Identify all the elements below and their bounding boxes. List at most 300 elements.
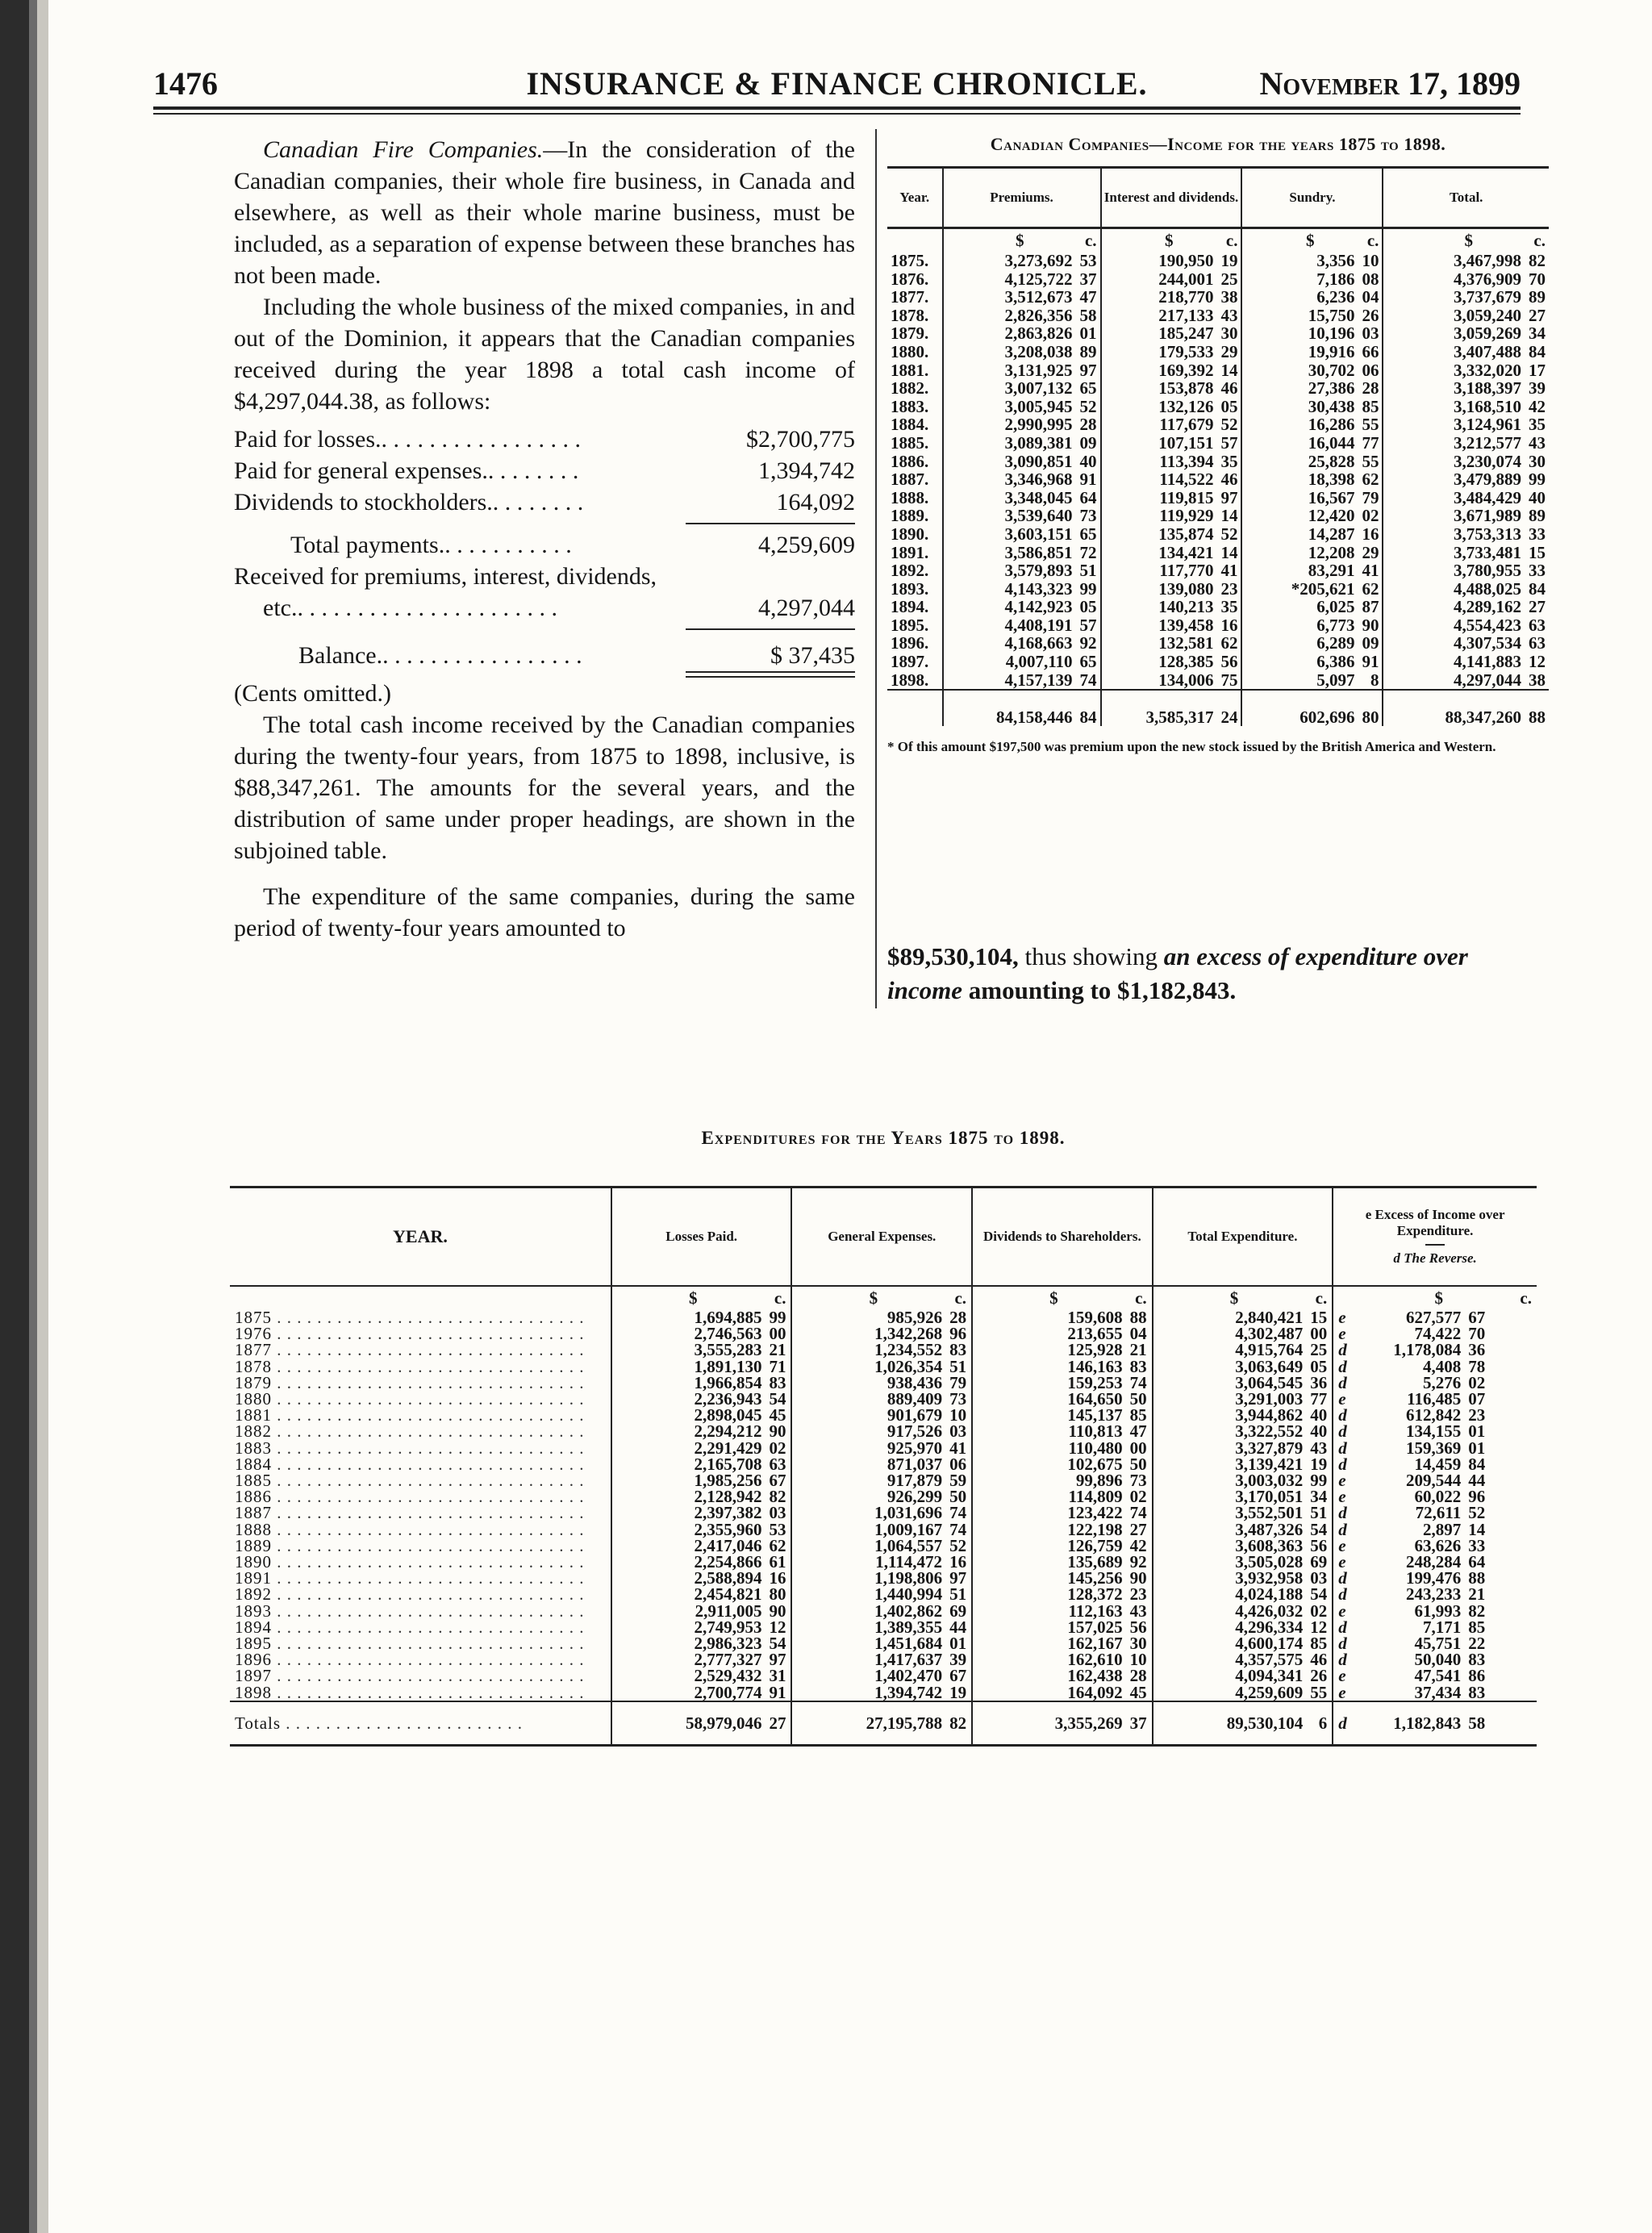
- income-row: [887, 671, 1549, 691]
- cell-dividends: [972, 1701, 1153, 1746]
- cell-general-expenses: [791, 1650, 972, 1670]
- amount-dollars: 61,993: [1414, 1601, 1462, 1621]
- amount-dollars: 1,198,806: [874, 1568, 943, 1588]
- cell-interest: [1101, 489, 1242, 507]
- excess-flag: d: [1338, 1438, 1347, 1458]
- amount-cents: 91: [1362, 652, 1379, 672]
- cell-losses: [611, 1325, 792, 1342]
- cell-interest: [1101, 525, 1242, 544]
- dot-leader: . . . . . . . . . . . . . . . . . . . . . . . . . . . . . . .: [272, 1634, 585, 1654]
- amount-dollars: 12,420: [1308, 506, 1355, 526]
- amount-cents: 03: [1362, 323, 1379, 344]
- dot-leader: . . . . . . . . . . . . . . . . . . . . . . . . . . . . . . .: [272, 1519, 585, 1539]
- amount-dollars: 4,357,575: [1235, 1650, 1304, 1670]
- cell-total: [1383, 415, 1549, 434]
- col-header-losses: Losses Paid.: [611, 1187, 792, 1287]
- cell-year: 1885.: [891, 432, 929, 453]
- cell-sundry: [1241, 470, 1383, 489]
- amount-cents: 52: [1079, 396, 1097, 416]
- cell-premiums: [943, 288, 1101, 307]
- amount-dollars: 135,689: [1067, 1552, 1123, 1572]
- cell-premiums: [943, 415, 1101, 434]
- cell-interest: [1101, 690, 1242, 726]
- cell-premiums: [943, 470, 1101, 489]
- amount-cents: 86: [1468, 1666, 1486, 1686]
- amount-cents: 12: [1529, 652, 1546, 672]
- amount-dollars: 3,932,958: [1235, 1568, 1304, 1588]
- amount-dollars: 6,773: [1316, 615, 1355, 635]
- amount-cents: 69: [949, 1601, 967, 1621]
- cell-sundry: [1241, 434, 1383, 453]
- amount-dollars: 4,488,025: [1454, 578, 1521, 599]
- amount-dollars: 1,009,167: [874, 1519, 943, 1539]
- amount-dollars: 14,459: [1414, 1454, 1462, 1474]
- page-binding-shadow: [29, 0, 37, 2233]
- amount-dollars: 3,332,020: [1454, 360, 1521, 380]
- cell-year: [230, 1603, 611, 1619]
- amount-dollars: 2,397,382: [694, 1503, 762, 1523]
- income-table-block: [887, 134, 1549, 754]
- excess-flag: d: [1338, 1503, 1347, 1523]
- dot-leader: . . . . . . . . . . . . . . . . . . . . . . . . . . . . . . .: [272, 1666, 585, 1686]
- amount-cents: 44: [1468, 1471, 1486, 1491]
- col-header-interest: Interest and dividends.: [1101, 168, 1242, 228]
- amount-dollars: 3,291,003: [1235, 1389, 1304, 1409]
- cell-premiums: [943, 343, 1101, 361]
- amount-cents: 09: [1079, 432, 1097, 453]
- amount-dollars: 145,256: [1067, 1568, 1123, 1588]
- amount-dollars: 2,986,323: [694, 1634, 762, 1654]
- amount-dollars: 1,440,994: [874, 1584, 943, 1605]
- amount-cents: 16: [1220, 615, 1238, 635]
- amount-cents: 51: [949, 1584, 967, 1605]
- cell-year: [230, 1407, 611, 1423]
- amount-cents: 30: [1129, 1634, 1147, 1654]
- amount-dollars: 4,408,191: [1004, 615, 1073, 635]
- amount-cents: 05: [1220, 396, 1238, 416]
- amount-dollars: 134,155: [1405, 1421, 1462, 1442]
- income-row: [887, 252, 1549, 270]
- cell-dividends: [972, 1488, 1153, 1505]
- amount-cents: 73: [949, 1389, 967, 1409]
- amount-cents: 57: [1220, 432, 1238, 453]
- excess-flag: e: [1338, 1471, 1346, 1491]
- amount-cents: 14: [1220, 542, 1238, 562]
- amount-cents: 62: [1362, 470, 1379, 490]
- paragraph-intro: Canadian Fire Companies.—In the consideration of the Canadian companies, their whole fire business, in Canada and elsewhere, as well as their whole marine business, must be included, as a separation of expense between these branches has not been made.: [234, 136, 855, 289]
- amount-cents: 17: [1529, 360, 1546, 380]
- amount-dollars: 925,970: [886, 1438, 943, 1458]
- amount-cents: 19: [1220, 251, 1238, 270]
- excess-flag: d: [1338, 1568, 1347, 1588]
- cell-dividends: [972, 1407, 1153, 1423]
- excess-flag: e: [1338, 1487, 1346, 1507]
- amount-cents: 74: [1129, 1503, 1147, 1523]
- year-label: 1897: [235, 1666, 272, 1686]
- amount-dollars: 2,529,432: [694, 1666, 762, 1686]
- year-label: 1877: [235, 1340, 272, 1360]
- cell-dividends: [972, 1471, 1153, 1491]
- amount-dollars: 6,025: [1316, 597, 1355, 617]
- amount-cents: 39: [1529, 378, 1546, 399]
- amount-dollars: 3,139,421: [1235, 1454, 1304, 1474]
- amount-dollars: 1,064,557: [874, 1535, 943, 1555]
- amount-dollars: 119,929: [1159, 506, 1214, 526]
- dot-leader: . . . . . . . . . . . . . . . . . . . . . . . . . . . . . . .: [272, 1389, 585, 1409]
- amount-dollars: 901,679: [886, 1405, 943, 1425]
- amount-dollars: 3,539,640: [1004, 506, 1073, 526]
- cell-excess: [1333, 1488, 1537, 1505]
- amount-cents: 58: [1468, 1713, 1486, 1733]
- cell-losses: [611, 1356, 792, 1376]
- expenditure-row: [230, 1440, 1537, 1456]
- amount-cents: 58: [1079, 305, 1097, 325]
- amount-cents: 84: [1079, 707, 1097, 727]
- income-row: [887, 544, 1549, 562]
- amount-cents: 56: [1310, 1535, 1328, 1555]
- amount-cents: 06: [949, 1454, 967, 1474]
- amount-dollars: 2,454,821: [694, 1584, 762, 1605]
- amount-dollars: 1,966,854: [694, 1372, 762, 1392]
- amount-cents: 82: [1468, 1601, 1486, 1621]
- amount-cents: 28: [1362, 378, 1379, 399]
- amount-cents: 33: [1468, 1535, 1486, 1555]
- cell-total: [1383, 616, 1549, 635]
- amount-cents: 03: [769, 1503, 786, 1523]
- amount-cents: 8: [1370, 670, 1379, 690]
- amount-cents: 72: [1079, 542, 1097, 562]
- amount-cents: 47: [1129, 1421, 1147, 1442]
- amount-cents: 40: [1079, 451, 1097, 471]
- amount-cents: 43: [1220, 305, 1238, 325]
- amount-dollars: 4,408: [1422, 1356, 1462, 1376]
- page-number: 1476: [153, 65, 218, 102]
- cell-interest: [1101, 379, 1242, 398]
- col-header-total-expenditure: Total Expenditure.: [1153, 1187, 1333, 1287]
- amount-cents: 71: [769, 1356, 786, 1376]
- amount-cents: 90: [1129, 1568, 1147, 1588]
- amount-cents: 01: [1468, 1421, 1486, 1442]
- year-label: 1891: [235, 1568, 272, 1588]
- cell-losses: [611, 1521, 792, 1538]
- amount-cents: 62: [1220, 633, 1238, 653]
- amount-cents: 00: [1310, 1324, 1328, 1344]
- cell-total-expenditure: [1153, 1619, 1333, 1635]
- income-row: [887, 470, 1549, 489]
- expenditure-row: [230, 1667, 1537, 1684]
- cell-losses: [611, 1456, 792, 1472]
- cell-excess: [1333, 1372, 1537, 1392]
- cell-total: [1383, 671, 1549, 691]
- amount-dollars: 4,296,334: [1235, 1617, 1304, 1637]
- amount-dollars: 2,700,774: [694, 1682, 762, 1702]
- cell-interest: [1101, 470, 1242, 489]
- cell-premiums: [943, 252, 1101, 270]
- amount-cents: 09: [1362, 633, 1379, 653]
- cell-year: 1887.: [891, 470, 929, 490]
- amount-dollars: 3,170,051: [1235, 1487, 1304, 1507]
- cell-interest: [1101, 453, 1242, 471]
- cell-premiums: [943, 270, 1101, 289]
- amount-dollars: 74,422: [1414, 1324, 1462, 1344]
- cell-dividends: [972, 1521, 1153, 1538]
- cell-excess: [1333, 1356, 1537, 1376]
- amount-dollars: 122,198: [1067, 1519, 1123, 1539]
- income-row: [887, 598, 1549, 616]
- cell-total: [1383, 453, 1549, 471]
- amount-cents: 03: [949, 1421, 967, 1442]
- cell-total-expenditure: [1153, 1701, 1333, 1746]
- amount-cents: 91: [769, 1682, 786, 1702]
- cell-premiums: [943, 580, 1101, 599]
- amount-cents: 97: [769, 1650, 786, 1670]
- income-table: [887, 166, 1549, 726]
- amount-dollars: 3,059,240: [1454, 305, 1521, 325]
- amount-cents: 84: [1529, 341, 1546, 361]
- amount-cents: 43: [1310, 1438, 1328, 1458]
- amount-dollars: 2,254,866: [694, 1552, 762, 1572]
- amount-dollars: 3,579,893: [1004, 561, 1073, 581]
- dot-leader: . . . . . . . . . . . . . . . . . . . . . . . . . . . . . . .: [272, 1682, 585, 1702]
- cell-general-expenses: [791, 1535, 972, 1555]
- cell-year: 1897.: [891, 652, 929, 672]
- expenditure-row: [230, 1586, 1537, 1602]
- amount-dollars: 72,611: [1415, 1503, 1462, 1523]
- cell-sundry: [1241, 580, 1383, 599]
- dot-leader: . . . . . . . . . . . . . . . . . . . . . . . . . . . . . . .: [272, 1421, 585, 1442]
- cell-total: [1383, 343, 1549, 361]
- amount-cents: 87: [1362, 597, 1379, 617]
- amount-dollars: 3,608,363: [1235, 1535, 1304, 1555]
- cell-year: [230, 1535, 611, 1555]
- amount-dollars: 6,236: [1316, 287, 1355, 307]
- amount-cents: 33: [1529, 561, 1546, 581]
- amount-cents: 61: [769, 1552, 786, 1572]
- amount-cents: 02: [769, 1438, 786, 1458]
- cell-interest: [1101, 561, 1242, 580]
- amount-cents: 35: [1529, 415, 1546, 435]
- cell-total-expenditure: [1153, 1634, 1333, 1654]
- excess-flag: d: [1338, 1372, 1347, 1392]
- amount-dollars: 114,522: [1159, 470, 1214, 490]
- cell-general-expenses: [791, 1372, 972, 1392]
- income-totals-row: [887, 690, 1549, 726]
- amount-cents: 74: [949, 1519, 967, 1539]
- dot-leader: . . . . . . . . . . . . . . . . . . . . . . . . . . . . . . .: [272, 1487, 585, 1507]
- cell-year: 1889.: [891, 506, 929, 526]
- amount-cents: 80: [1362, 707, 1379, 727]
- income-footnote: * Of this amount $197,500 was premium upon the new stock issued by the British America and Western.: [887, 739, 1496, 755]
- amount-dollars: 83,291: [1308, 561, 1355, 581]
- cell-sundry: [1241, 525, 1383, 544]
- cell-sundry: [1241, 307, 1383, 325]
- cell-total-expenditure: [1153, 1421, 1333, 1442]
- amount-cents: 51: [1310, 1503, 1328, 1523]
- amount-cents: 62: [769, 1535, 786, 1555]
- amount-dollars: 45,751: [1414, 1634, 1462, 1654]
- cell-sundry: [1241, 671, 1383, 691]
- amount-cents: 24: [1220, 707, 1238, 727]
- cell-total-expenditure: [1153, 1456, 1333, 1472]
- amount-dollars: 4,376,909: [1454, 269, 1521, 289]
- amount-dollars: 3,188,397: [1454, 378, 1521, 399]
- amount-dollars: 938,436: [886, 1372, 943, 1392]
- cell-excess: [1333, 1309, 1537, 1325]
- cell-losses: [611, 1471, 792, 1491]
- cell-year: 1892.: [891, 561, 929, 581]
- amount-dollars: 3,407,488: [1454, 341, 1521, 361]
- amount-dollars: 3,753,313: [1454, 524, 1521, 544]
- amount-dollars: 3,356: [1316, 251, 1355, 270]
- expenditure-row: [230, 1407, 1537, 1423]
- cell-losses: [611, 1701, 792, 1746]
- income-row: [887, 434, 1549, 453]
- amount-cents: 46: [1220, 378, 1238, 399]
- income-row: [887, 453, 1549, 471]
- amount-cents: 30: [1529, 451, 1546, 471]
- cell-year: 1898.: [891, 670, 929, 690]
- amount-cents: 79: [949, 1372, 967, 1392]
- amount-dollars: 248,284: [1405, 1552, 1462, 1572]
- cell-interest: [1101, 415, 1242, 434]
- amount-cents: 12: [1310, 1617, 1328, 1637]
- amount-cents: 78: [1468, 1356, 1486, 1376]
- cell-total-expenditure: [1153, 1471, 1333, 1491]
- cell-year: [230, 1309, 611, 1325]
- cell-interest: [1101, 288, 1242, 307]
- amount-cents: 38: [1220, 287, 1238, 307]
- expenditure-row: [230, 1538, 1537, 1554]
- amount-cents: 85: [1468, 1617, 1486, 1637]
- cell-year: 1883.: [891, 396, 929, 416]
- amount-cents: 89: [1079, 341, 1097, 361]
- running-head: [153, 65, 1521, 102]
- cell-total: [1383, 598, 1549, 616]
- excess-flag: e: [1338, 1535, 1346, 1555]
- amount-cents: 05: [1310, 1356, 1328, 1376]
- cell-interest: [1101, 507, 1242, 525]
- cents-note: (Cents omitted.): [234, 680, 391, 707]
- cell-interest: [1101, 616, 1242, 635]
- amount-dollars: 12,208: [1308, 542, 1355, 562]
- amount-cents: 29: [1362, 542, 1379, 562]
- amount-dollars: 1,114,472: [875, 1552, 943, 1572]
- amount-dollars: 4,307,534: [1454, 633, 1521, 653]
- amount-dollars: 132,581: [1158, 633, 1214, 653]
- income-table-title: Canadian Companies—Income for the years 1875 to 1898.: [990, 134, 1446, 154]
- paragraph-total-income: The total cash income received by the Canadian companies during the twenty-four years, from 1875 to 1898, inclusive, is $88,347,261. The amounts for the several years, and the distribution of same under proper headings, are shown in the subjoined table.: [234, 712, 855, 864]
- amount-cents: 50: [1129, 1389, 1147, 1409]
- excess-flag: d: [1338, 1519, 1347, 1539]
- income-row: [887, 507, 1549, 525]
- amount-cents: 57: [1079, 615, 1097, 635]
- cell-excess: [1333, 1667, 1537, 1684]
- amount-dollars: 926,299: [886, 1487, 943, 1507]
- amount-cents: 34: [1310, 1487, 1328, 1507]
- amount-cents: 47: [1079, 287, 1097, 307]
- amount-dollars: 2,749,953: [694, 1617, 762, 1637]
- amount-cents: 55: [1362, 415, 1379, 435]
- amount-dollars: 3,348,045: [1004, 487, 1073, 507]
- amount-cents: 23: [1129, 1584, 1147, 1605]
- amount-dollars: 112,163: [1068, 1601, 1123, 1621]
- cell-interest: [1101, 434, 1242, 453]
- year-label: 1881: [235, 1405, 272, 1425]
- amount-dollars: 1,402,470: [874, 1666, 943, 1686]
- amount-dollars: 2,588,894: [694, 1568, 762, 1588]
- expenditure-row: [230, 1472, 1537, 1488]
- col-header-year: YEAR.: [393, 1226, 448, 1246]
- cell-excess: [1333, 1407, 1537, 1423]
- amount-cents: 83: [1468, 1682, 1486, 1702]
- cell-general-expenses: [791, 1456, 972, 1472]
- ledger-row: Paid for losses.. . . . . . . . . . . . . . . . . $2,700,775: [234, 426, 855, 453]
- dot-leader: . . . . . . . . . . . . . . . . . . . . . . . . . . . . . . .: [272, 1372, 585, 1392]
- amount-cents: 26: [1310, 1666, 1328, 1686]
- amount-dollars: 3,322,552: [1235, 1421, 1304, 1442]
- dot-leader: . . . . . . . . . . . . . . . . . . . . . . . .: [281, 1713, 524, 1733]
- dot-leader: . . . . . . . . . . . . . . . . . . . . . . . . . . . . . . .: [272, 1438, 585, 1458]
- col-header-excess: e Excess of Income over Expenditure. d The Reverse.: [1333, 1187, 1537, 1287]
- amount-dollars: 50,040: [1414, 1650, 1462, 1670]
- cell-year: [230, 1372, 611, 1392]
- cell-year: [230, 1570, 611, 1586]
- amount-dollars: 3,780,955: [1454, 561, 1521, 581]
- cell-year: 1886.: [891, 451, 929, 471]
- amount-dollars: 1,402,862: [874, 1601, 943, 1621]
- amount-cents: 27: [1529, 597, 1546, 617]
- cell-sundry: [1241, 561, 1383, 580]
- amount-dollars: 4,915,764: [1235, 1340, 1304, 1360]
- amount-dollars: 153,878: [1158, 378, 1214, 399]
- amount-cents: 54: [769, 1389, 786, 1409]
- amount-cents: 39: [949, 1650, 967, 1670]
- amount-cents: 14: [1220, 360, 1238, 380]
- cell-general-expenses: [791, 1391, 972, 1407]
- dot-leader: . . . . . . . . . . . . . . . . . . . . . . . . . . . . . . .: [272, 1340, 585, 1360]
- amount-cents: 73: [1129, 1471, 1147, 1491]
- issue-date: November 17, 1899: [1259, 65, 1521, 102]
- amount-dollars: 88,347,260: [1445, 707, 1521, 727]
- amount-dollars: 16,044: [1308, 432, 1355, 453]
- year-label: 1879: [235, 1372, 272, 1392]
- col-header-total: Total.: [1383, 168, 1549, 228]
- cell-year: [230, 1421, 611, 1442]
- amount-dollars: 3,555,283: [694, 1340, 762, 1360]
- income-row: [887, 580, 1549, 599]
- expenditure-row: [230, 1570, 1537, 1586]
- amount-cents: 40: [1310, 1421, 1328, 1442]
- amount-dollars: 134,421: [1158, 542, 1214, 562]
- cell-losses: [611, 1488, 792, 1505]
- amount-dollars: 132,126: [1158, 396, 1214, 416]
- amount-cents: 25: [1220, 269, 1238, 289]
- amount-dollars: 3,487,326: [1235, 1519, 1304, 1539]
- cell-excess: [1333, 1554, 1537, 1570]
- cell-total: [1383, 434, 1549, 453]
- year-label: 1894: [235, 1617, 272, 1637]
- amount-cents: 35: [1220, 451, 1238, 471]
- amount-cents: 64: [1079, 487, 1097, 507]
- cell-year: [230, 1456, 611, 1472]
- amount-cents: 83: [1129, 1356, 1147, 1376]
- amount-dollars: 3,124,961: [1454, 415, 1521, 435]
- amount-dollars: 3,131,925: [1004, 360, 1073, 380]
- amount-cents: 82: [949, 1713, 967, 1733]
- totals-label: Totals: [235, 1713, 282, 1733]
- amount-dollars: 3,484,429: [1454, 487, 1521, 507]
- ledger-sum-rule: [686, 628, 855, 630]
